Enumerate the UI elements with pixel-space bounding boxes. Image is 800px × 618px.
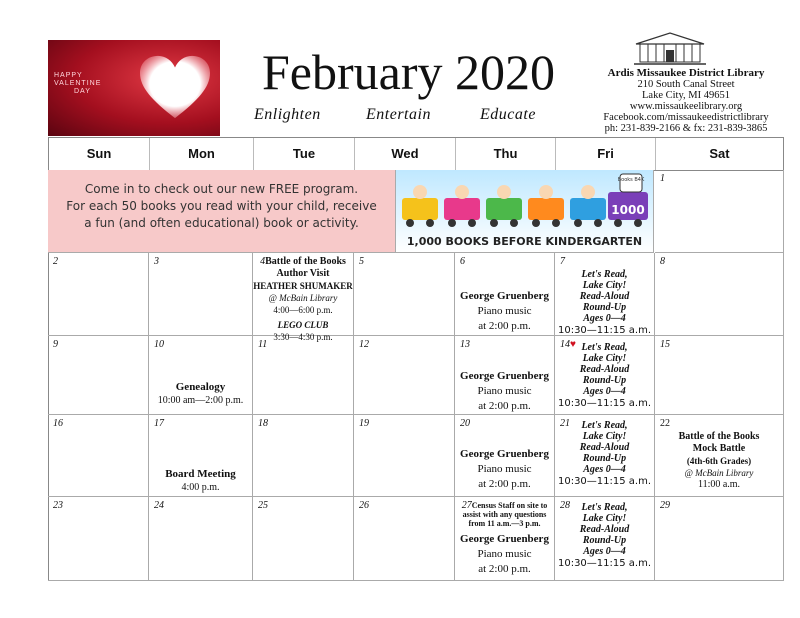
event-location: @ McBain Library	[684, 468, 754, 478]
event-time: 4:00 p.m.	[181, 482, 220, 493]
event-time: at 2:00 p.m.	[478, 400, 531, 412]
event-detail: Piano music	[477, 463, 532, 475]
event-time: 10:30—11:15 a.m.	[557, 325, 652, 336]
event-line: Lake City!	[582, 353, 627, 364]
day-number: 19	[359, 418, 369, 429]
day-number: 12	[359, 339, 369, 350]
day-number: 10	[154, 339, 164, 350]
event-author: HEATHER SHUMAKER	[253, 281, 353, 291]
banner-line: HAPPY	[54, 72, 83, 79]
event-line: Let's Read,	[581, 342, 628, 353]
event-title: Battle of the Books	[678, 431, 760, 442]
day-cell[interactable]	[253, 253, 354, 342]
library-info	[586, 68, 786, 134]
event-time: 3:30—4:30 p.m.	[273, 332, 333, 342]
day-cell[interactable]	[149, 497, 253, 581]
event-line: Let's Read,	[581, 269, 628, 280]
event-time: at 2:00 p.m.	[478, 563, 531, 575]
day-number: 5	[359, 256, 364, 267]
weekday-wed: Wed	[355, 138, 456, 170]
day-cell[interactable]	[455, 415, 555, 497]
day-number: 4	[260, 256, 266, 267]
day-number: 21	[560, 418, 570, 429]
event-line: Read-Aloud	[579, 291, 630, 302]
train-sign: Books B4K	[617, 177, 645, 183]
day-number: 15	[660, 339, 670, 350]
day-number: 8	[660, 256, 665, 267]
library-building-icon	[632, 30, 708, 66]
day-number: 29	[660, 500, 670, 511]
event-line: Round-Up	[582, 535, 627, 546]
books-train-image	[396, 170, 654, 253]
event-detail: Piano music	[477, 385, 532, 397]
day-number: 14	[560, 339, 570, 350]
day-number: 9	[53, 339, 58, 350]
train-icon	[396, 170, 654, 232]
page-title: February 2020	[262, 44, 555, 100]
event-line: Lake City!	[582, 280, 627, 291]
event-location: @ McBain Library	[268, 293, 338, 303]
library-name: Ardis Missaukee District Library	[607, 67, 765, 79]
event-line: Round-Up	[582, 453, 627, 464]
day-number: 17	[154, 418, 164, 429]
train-number: 1000	[611, 203, 645, 217]
day-cell[interactable]	[48, 415, 149, 497]
event-title: George Gruenberg	[460, 370, 549, 382]
promo-line: Come in to check out our new FREE program.	[84, 182, 359, 196]
day-cell[interactable]	[253, 336, 354, 415]
motto-entertain: Entertain	[366, 106, 431, 123]
day-cell[interactable]	[455, 336, 555, 415]
day-cell[interactable]	[354, 336, 455, 415]
event-line: Let's Read,	[581, 420, 628, 431]
motto-enlighten: Enlighten	[254, 106, 321, 123]
event-time: 4:00—6:00 p.m.	[273, 305, 333, 315]
day-cell[interactable]	[455, 253, 555, 336]
day-cell[interactable]	[354, 253, 455, 336]
day-cell[interactable]	[48, 336, 149, 415]
event-line: Lake City!	[582, 513, 627, 524]
event-time: 10:30—11:15 a.m.	[557, 398, 652, 409]
day-number: 18	[258, 418, 268, 429]
motto-educate: Educate	[480, 106, 536, 123]
event-title: Board Meeting	[165, 468, 236, 480]
valentine-banner-image	[48, 40, 220, 136]
day-cell[interactable]	[354, 497, 455, 581]
event-title: Genealogy	[175, 381, 226, 393]
day-cell[interactable]	[253, 497, 354, 581]
event-line: Ages 0—4	[583, 313, 626, 324]
weekday-mon: Mon	[150, 138, 254, 170]
heart-icon	[136, 52, 214, 122]
heart-icon: ♥	[570, 339, 576, 350]
event-time: at 2:00 p.m.	[478, 478, 531, 490]
event-line: from 11 a.m.—3 p.m.	[468, 519, 541, 528]
banner-line: DAY	[74, 88, 91, 95]
day-number: 6	[460, 256, 465, 267]
event-line: Read-Aloud	[579, 524, 630, 535]
day-cell[interactable]	[149, 253, 253, 336]
day-cell[interactable]	[48, 253, 149, 336]
day-number: 20	[460, 418, 470, 429]
day-cell[interactable]	[655, 415, 784, 497]
day-cell[interactable]	[455, 497, 555, 581]
day-number: 13	[460, 339, 470, 350]
day-cell[interactable]	[555, 415, 655, 497]
day-number: 3	[154, 256, 159, 267]
day-cell[interactable]	[253, 415, 354, 497]
event-title: George Gruenberg	[460, 290, 549, 302]
day-cell[interactable]	[48, 497, 149, 581]
event-line: Ages 0—4	[583, 464, 626, 475]
day-number: 23	[53, 500, 63, 511]
promo-line: For each 50 books you read with your child, receive	[66, 199, 377, 213]
event-line: Lake City!	[582, 431, 627, 442]
day-cell[interactable]	[149, 415, 253, 497]
event-subtitle: Author Visit	[276, 268, 330, 279]
event-line: Ages 0—4	[583, 546, 626, 557]
weekday-fri: Fri	[556, 138, 656, 170]
day-number: 24	[154, 500, 164, 511]
day-number: 7	[560, 256, 565, 267]
day-cell[interactable]	[354, 415, 455, 497]
day-number: 22	[660, 418, 670, 429]
event-line: Ages 0—4	[583, 386, 626, 397]
event-detail: Piano music	[477, 548, 532, 560]
day-cell[interactable]	[655, 253, 784, 336]
library-website[interactable]: www.missaukeelibrary.org	[629, 101, 743, 112]
day-cell[interactable]	[655, 336, 784, 415]
library-phone: ph: 231-839-2166 & fx: 231-839-3865	[604, 123, 768, 134]
banner-line: VALENTINE	[54, 80, 102, 87]
weekday-sat: Sat	[709, 146, 730, 161]
day-number: 27	[461, 500, 472, 511]
library-city: Lake City, MI 49651	[642, 90, 730, 101]
day-cell[interactable]	[555, 497, 655, 581]
library-address: 210 South Canal Street	[637, 79, 735, 90]
weekday-thu: Thu	[456, 138, 556, 170]
event-grades: (4th-6th Grades)	[686, 456, 752, 466]
event-title: George Gruenberg	[460, 448, 549, 460]
day-number: 16	[53, 418, 63, 429]
day-cell[interactable]	[655, 497, 784, 581]
event-time: 10:00 am—2:00 p.m.	[157, 395, 244, 406]
event-detail: Piano music	[477, 305, 532, 317]
event-title: Battle of the Books	[265, 256, 346, 267]
event-time: 11:00 a.m.	[697, 479, 741, 490]
event-line: assist with any questions	[462, 510, 547, 519]
day-number: 28	[560, 500, 570, 511]
day-number: 25	[258, 500, 268, 511]
event-line: Round-Up	[582, 302, 627, 313]
event-time: 10:30—11:15 a.m.	[557, 476, 652, 487]
promo-image-caption: 1,000 BOOKS BEFORE KINDERGARTEN	[406, 235, 643, 248]
event-line: Let's Read,	[581, 502, 628, 513]
event-subtitle: Mock Battle	[692, 443, 746, 454]
event-title: George Gruenberg	[460, 533, 549, 545]
weekday-sun: Sun	[49, 138, 150, 170]
day-number: 26	[359, 500, 369, 511]
event-time: 10:30—11:15 a.m.	[557, 558, 652, 569]
event-title: LEGO CLUB	[277, 320, 329, 330]
day-cell[interactable]	[555, 253, 655, 336]
banner-text	[54, 72, 101, 96]
day-number: 2	[53, 256, 58, 267]
day-number: 11	[258, 339, 268, 350]
event-line: Read-Aloud	[579, 442, 630, 453]
day-number: 1	[660, 173, 665, 184]
promo-banner	[48, 170, 396, 253]
event-line: Round-Up	[582, 375, 627, 386]
day-cell[interactable]	[149, 336, 253, 415]
promo-line: a fun (and often educational) book or activity.	[84, 216, 359, 230]
event-time: at 2:00 p.m.	[478, 320, 531, 332]
library-facebook[interactable]: Facebook.com/missaukeedistrictlibrary	[603, 112, 769, 123]
day-cell[interactable]	[655, 170, 784, 253]
event-line: Read-Aloud	[579, 364, 630, 375]
event-line: Census Staff on site to	[471, 501, 548, 510]
day-cell[interactable]	[555, 336, 655, 415]
weekday-tue: Tue	[254, 138, 355, 170]
